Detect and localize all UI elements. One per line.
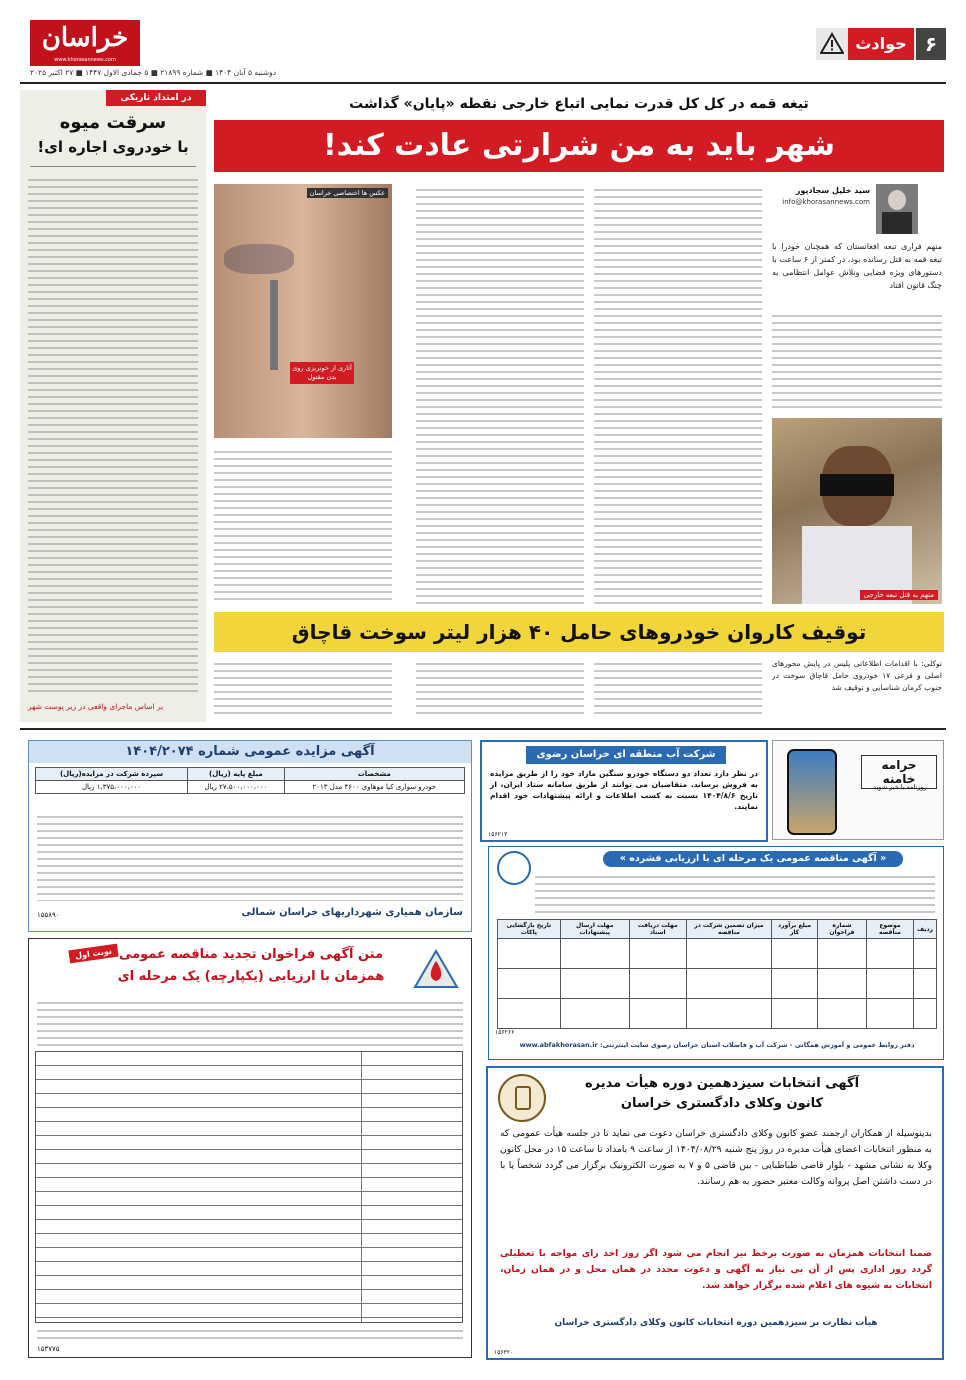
- col-bid-deadline: مهلت ارسال پیشنهادات: [560, 920, 629, 939]
- logo-text: خراسان: [41, 23, 129, 53]
- col-doc-deadline: مهلت دریافت اسناد: [629, 920, 686, 939]
- ad-tender-logo: [497, 851, 531, 885]
- warning-icon: [820, 32, 844, 56]
- ad-lawyers-emblem: [498, 1074, 546, 1122]
- second-column-2-text: [594, 658, 762, 718]
- ad-auction-code: ۱۵۵۸۹۰: [37, 911, 60, 919]
- ad-auction-title: آگهی مزایده عمومی شماره ۱۴۰۴/۲۰۷۴: [29, 741, 471, 763]
- second-headline: توقیف کاروان خودروهای حامل ۴۰ هزار لیتر سوخت قاچاق: [291, 620, 867, 644]
- ad-auction-table: [35, 767, 465, 794]
- ad-oil-logo: [413, 949, 459, 989]
- col-estimate: مبلغ برآورد کار: [772, 920, 818, 939]
- masthead-logo: [30, 20, 140, 66]
- photo-credit: عکس ها اختصاصی خراسان: [307, 188, 388, 198]
- dateline: دوشنبه ۵ آبان ۱۴۰۴ ■ شماره ۲۱۸۹۹ ■ ۵ جمادی الاول ۱۴۴۷ ■ ۲۷ اکتبر ۲۰۲۵: [30, 68, 277, 77]
- cell-spec: خودرو سواری کیا موهاوی ۴۶۰۰ مدل ۲۰۱۳: [284, 781, 464, 794]
- sidebar-tag: در امتداد تاریکی: [106, 90, 206, 106]
- lead-kicker: تیغه قمه در کل کل قدرت نمایی اتباع خارجی نقطه «پایان» گذاشت: [349, 96, 809, 112]
- ad-oil-footer-text: [37, 1325, 463, 1343]
- masthead-rule: [20, 82, 946, 84]
- second-column-4-text: [214, 658, 392, 718]
- ad-tender: [488, 846, 944, 1060]
- lead-intro: متهم فراری تبعه افغانستان که همچنان خودرا با تیغه قمه به قتل رسانده بود، در کمتر از ۶ ساعت با دستورهای ویژه قضایی ونلاش عوامل انتظامی به چنگ قانون افتاد: [772, 242, 943, 290]
- author-name: سید خلیل سجادپور: [795, 186, 870, 195]
- ad-tender-title: « آگهی مناقصه عمومی یک مرحله ای با ارزیابی فشرده »: [603, 851, 903, 867]
- ad-auction: [28, 740, 472, 932]
- sidebar-headline-1: سرقت میوه: [59, 112, 167, 133]
- second-headline-band: [214, 612, 944, 652]
- col-opening: تاریخ بازگشایی پاکات: [498, 920, 561, 939]
- ad-lawyers-signature: هیأت نظارت بر سیزدهمین دوره انتخابات کانون وکلای دادگستری خراسان: [554, 1318, 878, 1328]
- col-subject: موضوع مناقصه: [866, 920, 913, 939]
- section-name: حوادث: [848, 28, 914, 60]
- ad-oil-title-1: متن آگهی فراخوان تجدید مناقصه عمومی: [118, 947, 384, 962]
- col-guarantee: میزان تضمین شرکت در مناقصه: [686, 920, 771, 939]
- author-photo: [876, 184, 918, 234]
- sidebar-rule: [30, 166, 196, 167]
- ad-water: [480, 740, 768, 842]
- col-deposit: سپرده شرکت در مزایده(ریال): [36, 768, 188, 781]
- sidebar-column: [20, 90, 206, 722]
- lead-column-2-text: [594, 184, 762, 604]
- col-spec: مشخصات: [284, 768, 464, 781]
- ad-water-body: در نظر دارد تعداد دو دستگاه خودرو سنگین مازاد خود را از طریق مزایده به فروش برساند. متقاضیان می توانند از طریق سامانه ستاد ایران، از تاریخ ۱۴۰۴/۸/۶ نسبت به کسب اطلاعات و ارائه پیشنهادات خود اقدام نمایند.: [490, 769, 758, 811]
- victim-photo: [214, 184, 392, 438]
- ad-app-title: حرامه خامنه: [861, 755, 937, 789]
- ad-tender-intro: [535, 871, 935, 915]
- cell-deposit: ۱،۳۷۵،۰۰۰،۰۰۰ ریال: [36, 781, 188, 794]
- lead-headline-band: [214, 120, 944, 172]
- author-email: info@khorasannews.com: [782, 198, 870, 206]
- ad-oil-table: [35, 1051, 463, 1323]
- col-row: ردیف: [914, 920, 937, 939]
- ad-tender-table: [497, 919, 937, 1029]
- second-lead: توکلی: با اقدامات اطلاعاتی پلیس در پایش محورهای اصلی و فرعی ۱۷ خودروی حامل قاچاق سوخت در جنوب کرمان شناسایی و توقیف شد: [772, 659, 942, 692]
- sidebar-body: [28, 174, 198, 694]
- ads-divider: [20, 728, 946, 730]
- lead-column-3-text: [416, 184, 584, 604]
- ad-tender-footer: دفتر روابط عمومی و آموزش همگانی - شرکت آب و فاضلاب استان خراسان رضوی سایت اینترنتی: www.abfakhorasan.ir: [519, 1041, 915, 1049]
- ad-lawyers-code: ۱۵۶۳۲۰: [494, 1349, 514, 1356]
- lead-headline: شهر باید به من شرارتی عادت کند!: [322, 128, 836, 163]
- logo-url: www.khorasannews.com: [54, 57, 116, 63]
- ad-app: [772, 740, 944, 840]
- ad-tender-code: ۱۵۶۲۶۶: [495, 1029, 515, 1036]
- ad-lawyers-body-1: بدینوسیله از همکاران ارجمند عضو کانون وکلای دادگستری خراسان دعوت می نماید تا در جلسه هیأت عمومی که به منظور انتخابات اعضای هیأت مدیره در روز پنج شنبه ۱۴۰۴/۰۸/۲۹ از ساعت ۹ بامداد تا ساعت ۱۵ در محل کانون وکلا به نشانی مشهد - بلوار قاضی طباطبایی - بین قاضی ۵ و ۷ به صورت الکترونیک برگزار می گردد شخصاً یا با در دست داشتن اصل پروانه وکالت معتبر حضور به هم رسانند.: [500, 1128, 932, 1187]
- ad-auction-body: [37, 811, 463, 901]
- section-tab: [816, 28, 946, 60]
- ad-water-title: شرکت آب منطقه ای خراسان رضوی: [526, 746, 726, 764]
- phone-icon: [787, 749, 837, 835]
- col-base: مبلغ پایه (ریال): [188, 768, 285, 781]
- col-call-no: شماره فراخوان: [818, 920, 867, 939]
- ad-app-sub: روزنامه با خبر شوید: [873, 783, 927, 791]
- page-number: ۶: [916, 28, 946, 60]
- sidebar-footer: بر اساس ماجرای واقعی در زیر پوست شهر: [28, 702, 164, 711]
- ad-lawyers-body-2: ضمنا انتخابات همزمان به صورت برخط نیز انجام می شود اگر روز اخذ رای مواجه با تعطیلی گردد روز اداری پس از آن بی نیاز به آگهی و دعوت مجدد در همان محل و در همان زمان، انتخابات به شیوه های اعلام شده برگزار خواهد شد.: [500, 1248, 932, 1291]
- lead-column-4-text: [214, 446, 392, 604]
- ad-oil-badge: نوبت اول: [68, 944, 118, 964]
- photo-caption: متهم به قتل تبعه خارجی: [860, 590, 938, 600]
- second-column-3-text: [416, 658, 584, 718]
- ad-auction-org: سازمان همیاری شهرداریهای خراسان شمالی: [241, 907, 463, 918]
- sidebar-headline-2: با خودروی اجاره ای!: [37, 138, 189, 156]
- ad-oil-title-2: همزمان با ارزیابی (یکپارچه) یک مرحله ای: [117, 969, 385, 984]
- photo-tag: آثاری از خونریزی روی بدن مقتول: [290, 362, 354, 384]
- ad-oil-intro: [37, 997, 463, 1047]
- face-blur-bar: [820, 474, 894, 496]
- ad-lawyers: [486, 1066, 944, 1360]
- ad-lawyers-title-1: آگهی انتخابات سیزدهمین دوره هیأت مدیره: [584, 1076, 860, 1091]
- ad-lawyers-title-2: کانون وکلای دادگستری خراسان: [620, 1096, 824, 1111]
- ad-oil-code: ۱۵۳۷۷۵: [37, 1345, 60, 1353]
- ad-water-code: ۱۵۶۲۱۳: [488, 831, 508, 838]
- lead-column-1-text: [772, 310, 942, 410]
- suspect-photo: [772, 418, 942, 604]
- ad-oil: [28, 938, 472, 1358]
- cell-base: ۲۷،۵۰۰،۰۰۰،۰۰۰ ریال: [188, 781, 285, 794]
